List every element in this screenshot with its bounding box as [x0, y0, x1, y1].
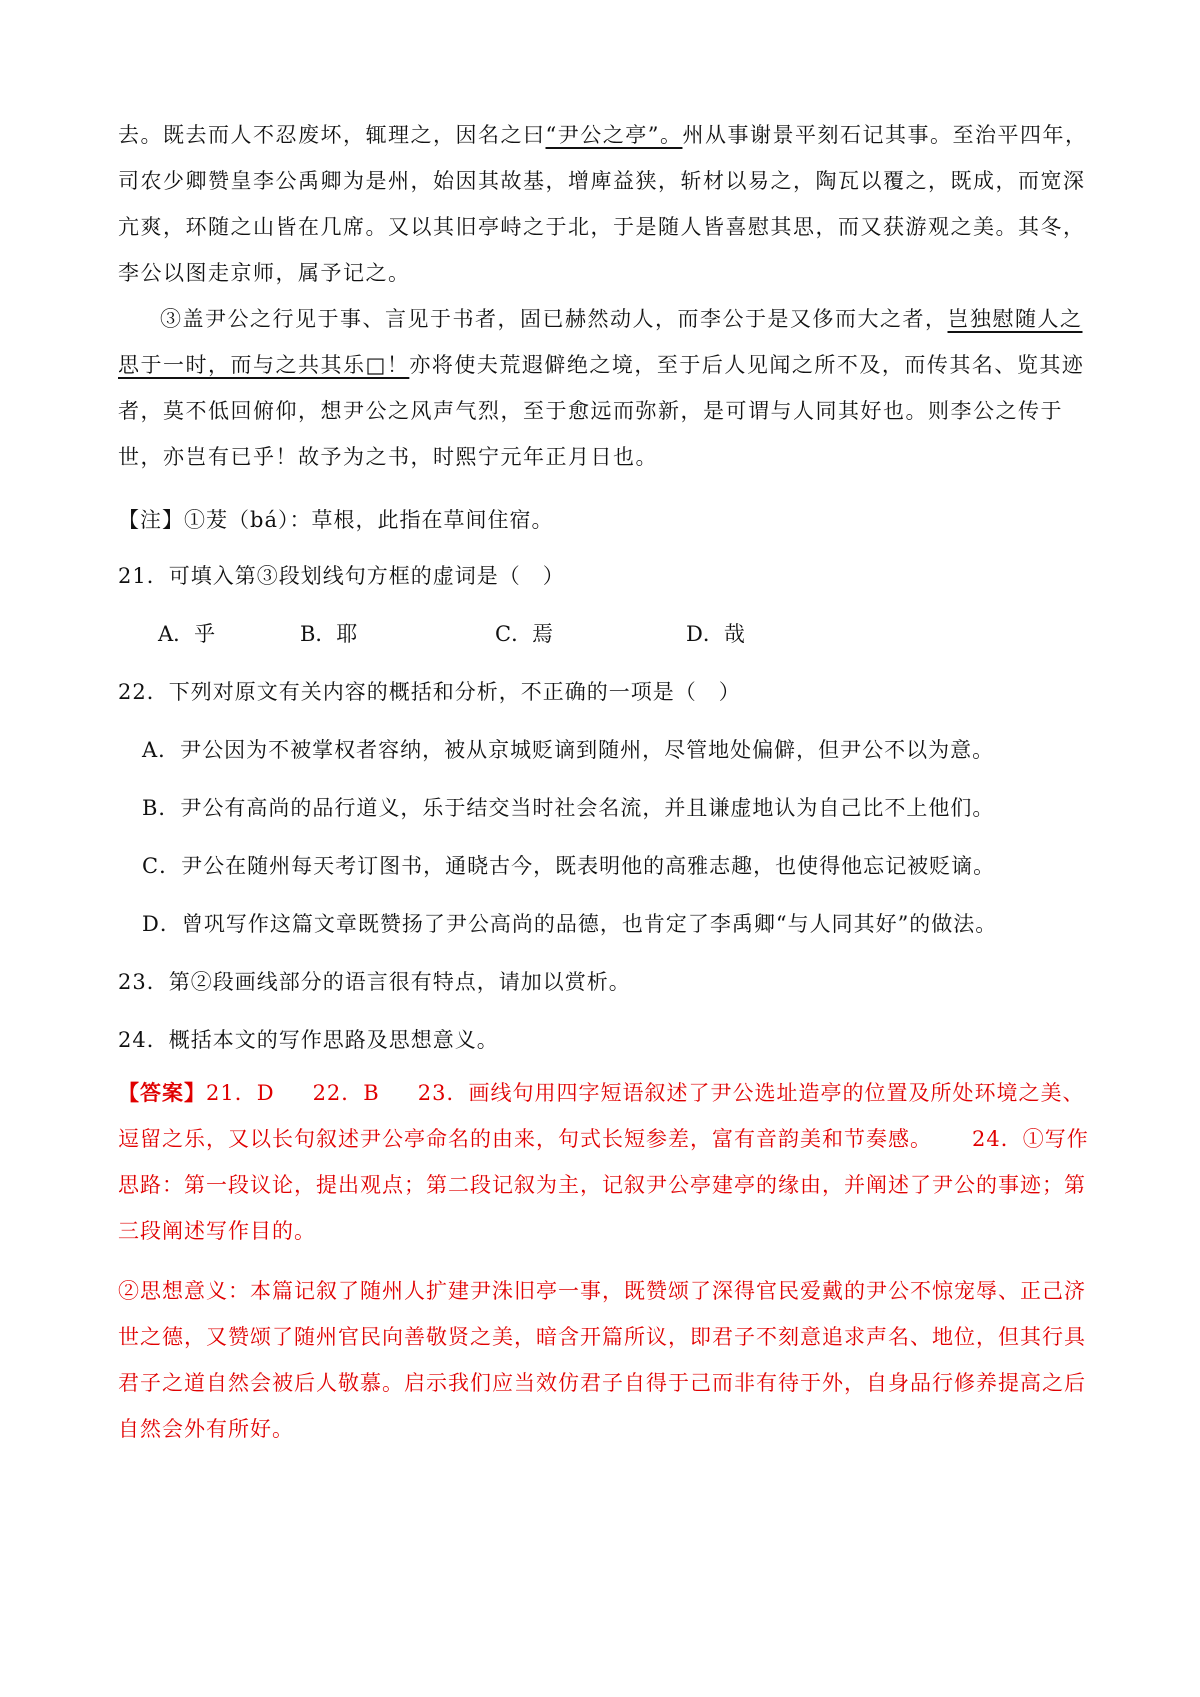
passage-underlined-sentence: 岂独慰随人之思于一时，而与之共其乐□！: [118, 307, 1083, 377]
passage-underlined-name: “尹公之亭”。: [545, 123, 683, 147]
passage-paragraph-3: [118, 296, 1098, 480]
option-b: B．耶: [300, 622, 358, 646]
passage-text: 去。既去而人不忍废坏，辄理之，因名之曰: [118, 123, 546, 147]
question-23: 23．第②段画线部分的语言很有特点，请加以赏析。: [118, 970, 631, 994]
option-d: D．哉: [686, 622, 745, 646]
answer-22: 22．B: [312, 1081, 380, 1105]
answer-24-head: 24．①写作思路：: [118, 1127, 1089, 1197]
option-a: A．乎: [158, 622, 216, 646]
answer-24-meaning: ②思想意义：本篇记叙了随州人扩建尹洙旧亭一事，既赞颂了深得官民爱戴的尹公不惊宠辱、正己济世之德，又赞颂了随州官民向善敬贤之美，暗含开篇所议，即君子不刻意追求声名、地位，但其行具君子之道自然会被后人敬慕。启示我们应当效仿君子自得于己而非有待于外，自身品行修养提高之后自然会外有所好。: [118, 1279, 1086, 1441]
annotation-note: 【注】①茇（bá）：草根，此指在草间住宿。: [118, 508, 554, 532]
answer-label: 【答案】: [118, 1080, 206, 1105]
answer-21: 21．D: [206, 1081, 275, 1105]
passage-text: ③盖尹公之行见于事、言见于书者，固已赫然动人，而李公于是又侈而大之者，: [160, 307, 948, 331]
question-24: 24．概括本文的写作思路及思想意义。: [118, 1028, 499, 1052]
question-22-option-b: B．尹公有高尚的品行道义，乐于结交当时社会名流，并且谦虚地认为自己比不上他们。: [142, 796, 995, 820]
question-22-option-a: A．尹公因为不被掌权者容纳，被从京城贬谪到随州，尽管地处偏僻，但尹公不以为意。: [142, 738, 995, 762]
option-c: C．焉: [495, 622, 554, 646]
answer-24-writing-approach: 第一段议论，提出观点；第二段记叙为主，记叙尹公亭建亭的缘由，并阐述了尹公的事迹；第三段阐述写作目的。: [118, 1173, 1086, 1243]
answer-23: 23．画线句用四字短语叙述了尹公选址造亭的位置及所处环境之美、逗留之乐，又以长句叙述尹公亭命名的由来，句式长短参差，富有音韵美和节奏感。: [118, 1081, 1085, 1151]
answer-block: [118, 1070, 1103, 1254]
question-22: 22．下列对原文有关内容的概括和分析，不正确的一项是（ ）: [118, 680, 741, 704]
question-21: 21．可填入第③段划线句方框的虚词是（ ）: [118, 564, 565, 588]
passage-text: 州从事谢景平刻石记其事。至治平四年，司农少卿赞皇李公禹卿为是州，始因其故基，增庳益狭，斩材以易之，陶瓦以覆之，既成，而宽深亢爽，环随之山皆在几席。又以其旧亭峙之于北，于是随人皆喜慰其思，而又获游观之美。其冬，李公以图走京师，属予记之。: [118, 123, 1088, 285]
passage-paragraph-2-tail: [118, 112, 1098, 296]
question-22-option-c: C．尹公在随州每天考订图书，通晓古今，既表明他的高雅志趣，也使得他忘记被贬谪。: [142, 854, 996, 878]
passage-text: 亦将使夫荒遐僻绝之境，至于后人见闻之所不及，而传其名、览其迹者，莫不低回俯仰，想尹公之风声气烈，至于愈远而弥新，是可谓与人同其好也。则李公之传于世，亦岂有已乎！故予为之书，时熙宁元年正月日也。: [118, 353, 1085, 469]
question-22-option-d: D．曾巩写作这篇文章既赞扬了尹公高尚的品德，也肯定了李禹卿“与人同其好”的做法。: [142, 912, 998, 936]
